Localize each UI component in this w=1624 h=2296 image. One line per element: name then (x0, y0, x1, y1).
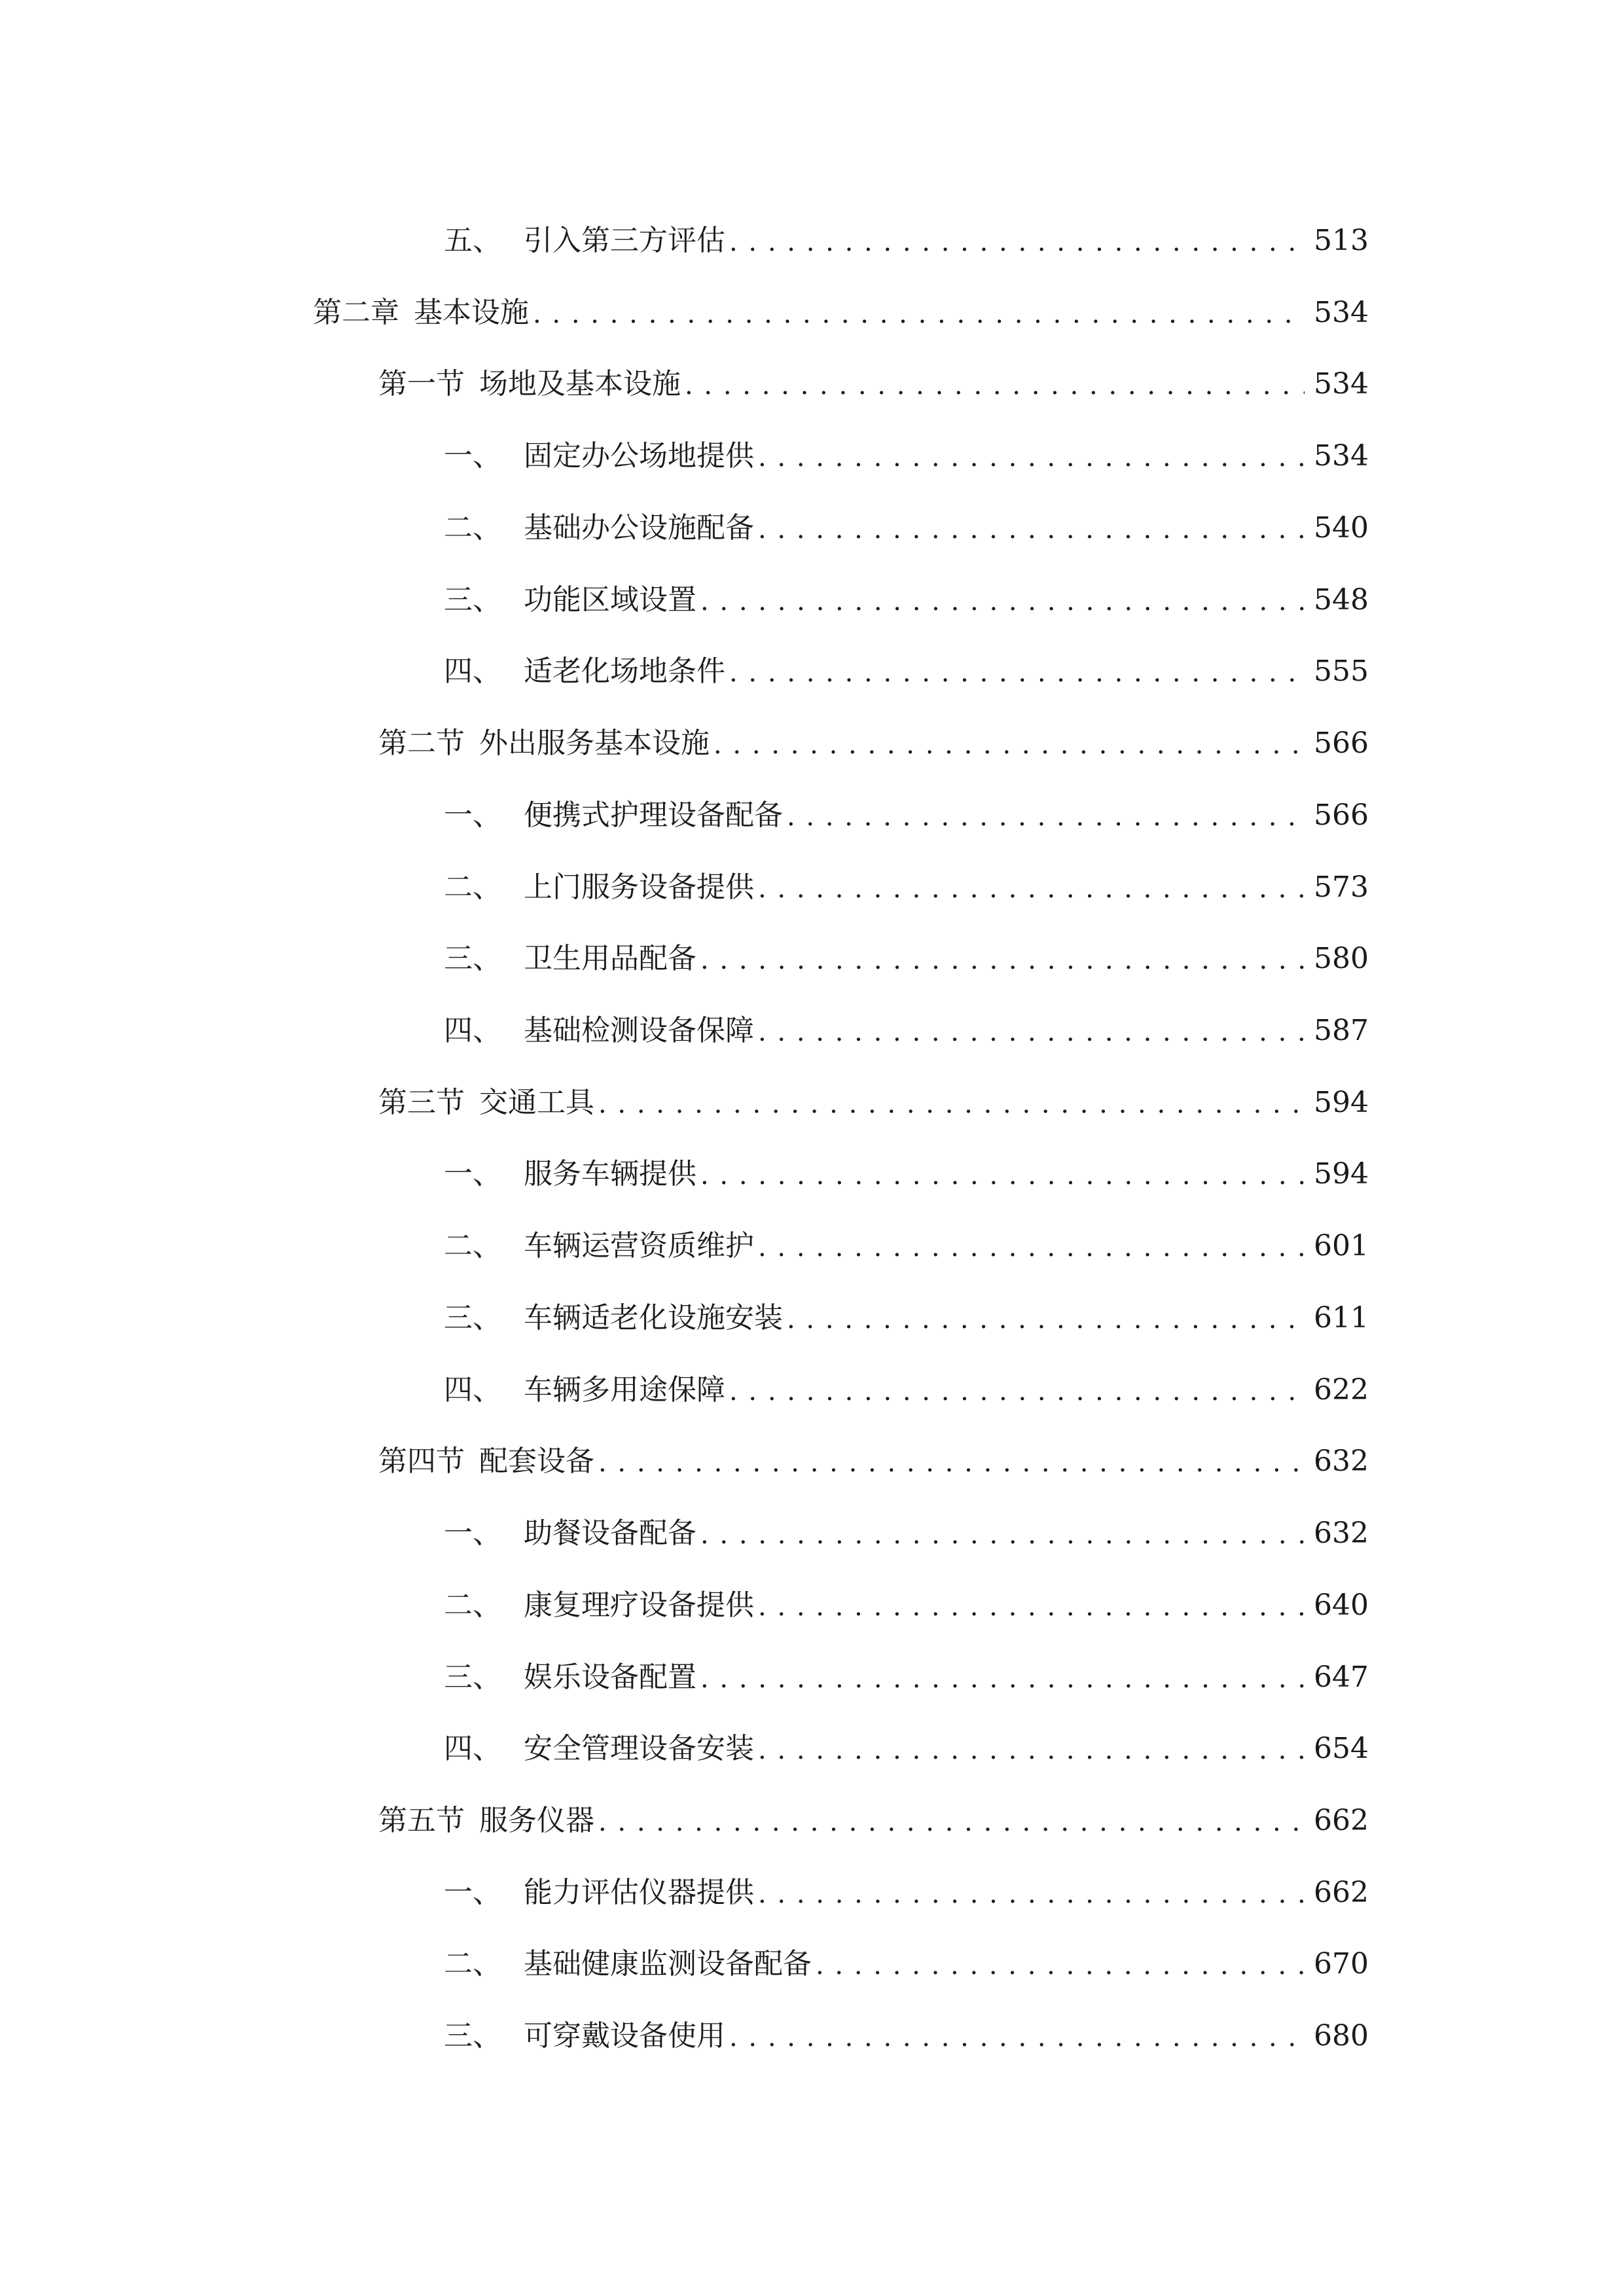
entry-title: 车辆运营资质维护 (524, 1229, 754, 1263)
page-number: 566 (1314, 726, 1369, 760)
entry-title: 卫生用品配备 (524, 942, 696, 975)
page-number: 566 (1314, 798, 1369, 832)
entry-number: 四、 (444, 1014, 501, 1047)
toc-entry[interactable] (378, 1065, 1369, 1117)
entry-number: 三、 (444, 942, 501, 975)
entry-title: 适老化场地条件 (524, 655, 725, 688)
page-number: 534 (1314, 296, 1369, 329)
entry-number: 二、 (444, 1947, 501, 1981)
entry-title: 场地及基本设施 (479, 367, 681, 401)
entry-title: 引入第三方评估 (524, 224, 725, 257)
page-number: 548 (1314, 583, 1369, 617)
dot-leader (758, 1232, 1305, 1261)
entry-title: 便携式护理设备配备 (524, 798, 783, 832)
page-number: 647 (1314, 1660, 1369, 1694)
entry-number: 四、 (444, 1373, 501, 1407)
toc-entry[interactable] (444, 1280, 1369, 1333)
toc-entry[interactable] (444, 1352, 1369, 1405)
dot-leader (816, 1950, 1305, 1979)
toc-entry[interactable] (444, 921, 1369, 973)
page-number: 662 (1314, 1876, 1369, 1909)
toc-entry[interactable] (444, 778, 1369, 830)
dot-leader (598, 1806, 1305, 1835)
entry-number: 第五节 (378, 1804, 465, 1837)
entry-title: 可穿戴设备使用 (524, 2019, 725, 2053)
page-number: 573 (1314, 870, 1369, 904)
entry-number: 一、 (444, 439, 501, 473)
page-number: 654 (1314, 1732, 1369, 1765)
toc-entry[interactable] (444, 1711, 1369, 1763)
dot-leader (729, 2022, 1305, 2051)
page-number: 580 (1314, 942, 1369, 975)
entry-number: 一、 (444, 1157, 501, 1191)
dot-leader (758, 1734, 1305, 1763)
page-number: 632 (1314, 1444, 1369, 1478)
toc-entry[interactable] (378, 1783, 1369, 1835)
toc-entry[interactable] (313, 275, 1369, 327)
toc-entry[interactable] (444, 1640, 1369, 1692)
entry-number: 二、 (444, 1588, 501, 1622)
dot-leader (758, 514, 1305, 543)
dot-leader (787, 801, 1305, 830)
entry-title: 基础健康监测设备配备 (524, 1947, 812, 1981)
entry-title: 交通工具 (479, 1086, 594, 1119)
entry-title: 康复理疗设备提供 (524, 1588, 754, 1622)
page-number: 534 (1314, 439, 1369, 473)
entry-number: 一、 (444, 1876, 501, 1909)
toc-entry[interactable] (378, 346, 1369, 399)
page-number: 587 (1314, 1014, 1369, 1047)
entry-title: 服务仪器 (479, 1804, 594, 1837)
dot-leader (713, 729, 1305, 758)
entry-title: 安全管理设备安装 (524, 1732, 754, 1765)
entry-title: 功能区域设置 (524, 583, 696, 617)
toc-entry[interactable] (444, 1496, 1369, 1548)
entry-number: 三、 (444, 1301, 501, 1335)
entry-title: 配套设备 (479, 1444, 594, 1478)
dot-leader (729, 657, 1305, 686)
dot-leader (758, 442, 1305, 471)
toc-entry[interactable] (444, 634, 1369, 686)
entry-title: 娱乐设备配置 (524, 1660, 696, 1694)
dot-leader (700, 944, 1305, 973)
entry-title: 固定办公场地提供 (524, 439, 754, 473)
page-number: 594 (1314, 1086, 1369, 1119)
entry-number: 第三节 (378, 1086, 465, 1119)
page-number: 670 (1314, 1947, 1369, 1981)
entry-number: 四、 (444, 655, 501, 688)
entry-title: 服务车辆提供 (524, 1157, 696, 1191)
entry-number: 一、 (444, 798, 501, 832)
toc-entry[interactable] (444, 993, 1369, 1045)
page-number: 555 (1314, 655, 1369, 688)
toc-entry[interactable] (444, 490, 1369, 543)
entry-title: 基础检测设备保障 (524, 1014, 754, 1047)
dot-leader (758, 1878, 1305, 1907)
page-number: 680 (1314, 2019, 1369, 2053)
toc-entry[interactable] (444, 1926, 1369, 1979)
entry-number: 第四节 (378, 1444, 465, 1478)
page-number: 513 (1314, 224, 1369, 257)
entry-number: 第二节 (378, 726, 465, 760)
entry-title: 基础办公设施配备 (524, 511, 754, 545)
entry-title: 能力评估仪器提供 (524, 1876, 754, 1909)
dot-leader (729, 1376, 1305, 1405)
dot-leader (758, 1016, 1305, 1045)
dot-leader (533, 298, 1305, 327)
toc-entry[interactable] (444, 203, 1369, 255)
page-number: 640 (1314, 1588, 1369, 1622)
page-number: 540 (1314, 511, 1369, 545)
page-number: 594 (1314, 1157, 1369, 1191)
entry-number: 二、 (444, 870, 501, 904)
page-number: 632 (1314, 1516, 1369, 1550)
dot-leader (787, 1304, 1305, 1333)
entry-title: 上门服务设备提供 (524, 870, 754, 904)
toc-entry[interactable] (444, 1998, 1369, 2051)
entry-title: 基本设施 (414, 296, 529, 329)
entry-number: 二、 (444, 511, 501, 545)
page-number: 601 (1314, 1229, 1369, 1263)
dot-leader (758, 1591, 1305, 1620)
dot-leader (700, 586, 1305, 615)
dot-leader (598, 1088, 1305, 1117)
toc-entry[interactable] (444, 1568, 1369, 1620)
toc-entry[interactable] (444, 562, 1369, 615)
entry-number: 第一节 (378, 367, 465, 401)
toc-entry[interactable] (444, 1136, 1369, 1189)
entry-number: 五、 (444, 224, 501, 257)
toc-entry[interactable] (444, 418, 1369, 471)
page-number: 611 (1314, 1301, 1369, 1335)
dot-leader (729, 226, 1305, 255)
dot-leader (700, 1519, 1305, 1548)
entry-number: 三、 (444, 2019, 501, 2053)
dot-leader (685, 370, 1305, 399)
entry-number: 三、 (444, 1660, 501, 1694)
entry-title: 车辆适老化设施安装 (524, 1301, 783, 1335)
toc-entry[interactable] (378, 706, 1369, 758)
toc-entry[interactable] (378, 1424, 1369, 1476)
entry-title: 外出服务基本设施 (479, 726, 710, 760)
entry-number: 三、 (444, 583, 501, 617)
toc-entry[interactable] (444, 1855, 1369, 1907)
dot-leader (758, 873, 1305, 902)
entry-number: 二、 (444, 1229, 501, 1263)
page-number: 534 (1314, 367, 1369, 401)
entry-number: 一、 (444, 1516, 501, 1550)
dot-leader (700, 1160, 1305, 1189)
entry-number: 四、 (444, 1732, 501, 1765)
toc-entry[interactable] (444, 850, 1369, 902)
entry-number: 第二章 (313, 296, 399, 329)
dot-leader (598, 1447, 1305, 1476)
page-number: 662 (1314, 1804, 1369, 1837)
entry-title: 助餐设备配备 (524, 1516, 696, 1550)
toc-entry[interactable] (444, 1208, 1369, 1261)
dot-leader (700, 1663, 1305, 1692)
entry-title: 车辆多用途保障 (524, 1373, 725, 1407)
page-number: 622 (1314, 1373, 1369, 1407)
